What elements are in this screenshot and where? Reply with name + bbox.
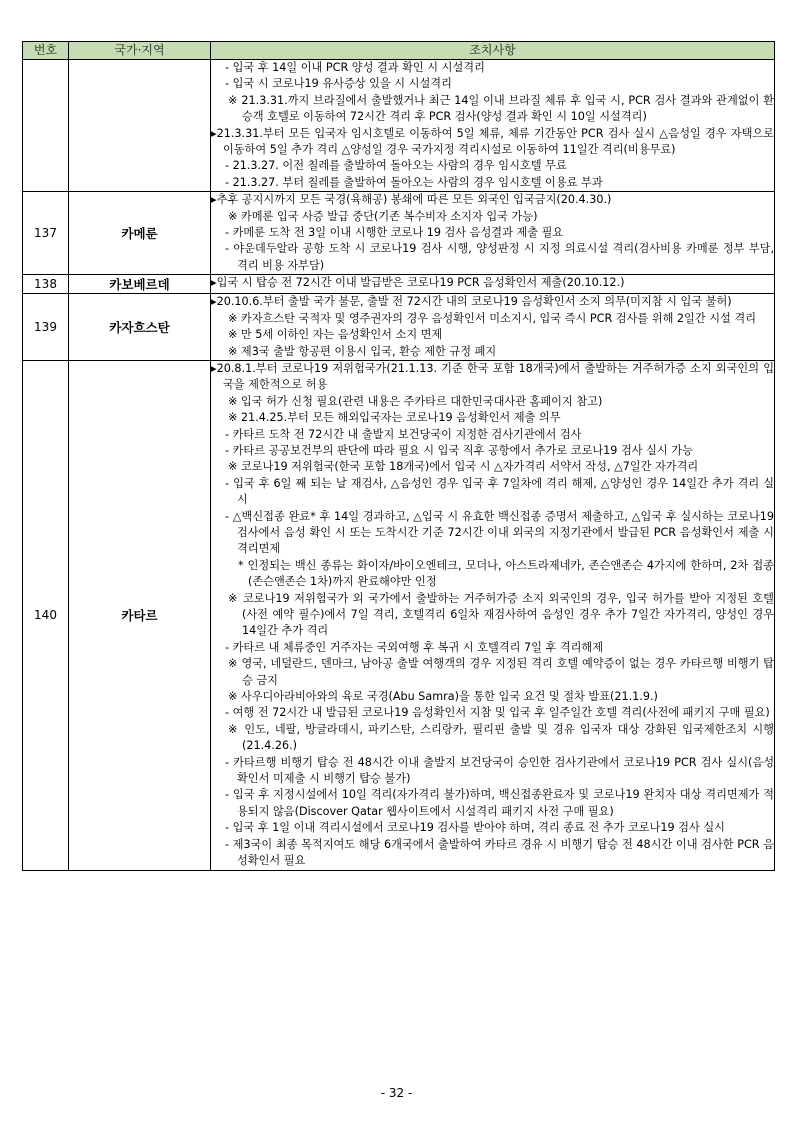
row-country: 카메룬: [69, 192, 211, 275]
measure-line: ※ 인도, 네팔, 방글라데시, 파키스탄, 스리랑카, 필리핀 출발 및 경유 입국자 대상 강화된 입국제한조치 시행(21.4.26.): [228, 722, 774, 753]
header-measures: 조치사항: [211, 42, 775, 60]
measure-line: ※ 카메룬 입국 사증 발급 중단(기존 복수비자 소지자 입국 가능): [228, 209, 538, 223]
row-number: [23, 60, 69, 192]
measure-line: ▸21.3.31.부터 모든 입국자 임시호텔로 이동하여 5일 체류, 체류 기간동안 PCR 검사 실시 △음성일 경우 자택으로 이동하여 5일 추가 격리 △양성일 경우 국가지정 격리시설로 이동하여 11일간 격리(비용무료): [211, 126, 774, 157]
measure-line: - 카타르행 비행기 탑승 전 48시간 이내 출발지 보건당국이 승인한 검사기관에서 코로나19 PCR 검사 실시(음성확인서 미제출 시 비행기 탑승 불가): [225, 755, 774, 786]
header-number: 번호: [23, 42, 69, 60]
measure-line: - 카타르 도착 전 72시간 내 출발지 보건당국이 지정한 검사기관에서 검사: [225, 427, 582, 441]
measure-line: - 카타르 공공보건부의 판단에 따라 필요 시 입국 직후 공항에서 추가로 코로나19 검사 실시 가능: [225, 443, 693, 457]
measure-line: - 제3국이 최종 목적지여도 해당 6개국에서 출발하여 카타르 경유 시 비행기 탑승 전 48시간 이내 검사한 PCR 음성확인서 필요: [225, 837, 774, 868]
row-number: 139: [23, 294, 69, 361]
measure-line: ※ 21.4.25.부터 모든 해외입국자는 코로나19 음성확인서 제출 의무: [228, 411, 561, 425]
measure-line: - 입국 후 지정시설에서 10일 격리(자가격리 불가)하며, 백신접종완료자 및 코로나19 완치자 대상 격리면제가 적용되지 않음(Discover Qatar 웹사이트에서 시설격리 패키지 사전 구매 필요): [225, 788, 774, 818]
measure-line: ※ 제3국 출발 항공편 이용시 입국, 환승 제한 규정 폐지: [228, 344, 497, 358]
page-number: - 32 -: [380, 1086, 413, 1100]
measure-line: - △백신접종 완료* 후 14일 경과하고, △입국 시 유효한 백신접종 증명서 제출하고, △입국 후 실시하는 코로나19 검사에서 음성 확인 시 또는 도착시간 기준 72시간 이내 외국의 지정기관에서 발급된 PCR 음성확인서 제출 시 격리면제: [225, 509, 774, 556]
measure-line: ▸추후 공지시까지 모든 국경(육해공) 봉쇄에 따른 모든 외국인 입국금지(20.4.30.): [211, 193, 612, 207]
table-row: [23, 294, 775, 361]
measure-line: * 인정되는 백신 종류는 화이자/바이오엔테크, 모더나, 아스트라제네카, 존슨앤존슨 4가지에 한하며, 2차 접종(존슨앤존슨 1차)까지 완료해야만 인정: [238, 558, 774, 589]
table-row: [23, 192, 775, 275]
row-country: [69, 60, 211, 192]
measure-line: - 21.3.27. 이전 칠레를 출발하여 돌아오는 사람의 경우 임시호텔 무료: [225, 159, 567, 173]
row-measures: [211, 294, 775, 361]
row-measures: [211, 275, 775, 294]
row-country: 카타르: [69, 360, 211, 870]
measure-line: - 야운데두알라 공항 도착 시 코로나19 검사 시행, 양성판정 시 지정 의료시설 격리(검사비용 카메룬 정부 부담, 격리 비용 자부담): [225, 242, 774, 272]
measure-line: - 여행 전 72시간 내 발급된 코로나19 음성확인서 지참 및 입국 후 일주일간 호텔 격리(사전에 패키지 구매 필요): [225, 706, 770, 720]
row-measures: [211, 192, 775, 275]
row-country: 카자흐스탄: [69, 294, 211, 361]
measure-line: ▸입국 시 탑승 전 72시간 이내 발급받은 코로나19 PCR 음성확인서 제출(20.10.12.): [211, 276, 625, 290]
measure-line: - 입국 시 코로나19 유사증상 있을 시 시설격리: [225, 77, 452, 91]
measure-line: ※ 영국, 네덜란드, 덴마크, 남아공 출발 여행객의 경우 지정된 격리 호텔 예약증이 없는 경우 카타르행 비행기 탑승 금지: [228, 657, 774, 687]
table-row: [23, 60, 775, 192]
measure-line: - 카메룬 도착 전 3일 이내 시행한 코로나 19 검사 음성결과 제출 필요: [225, 226, 564, 240]
measure-line: ▸20.8.1.부터 코로나19 저위험국가(21.1.13. 기준 한국 포함 18개국)에서 출발하는 거주허가증 소지 외국인의 입국을 제한적으로 허용: [211, 361, 774, 392]
measure-line: - 카타르 내 체류중인 거주자는 국외여행 후 복귀 시 호텔격리 7일 후 격리해제: [225, 640, 604, 654]
measures-table: [22, 41, 775, 871]
row-number: 137: [23, 192, 69, 275]
measure-line: ※ 21.3.31.까지 브라질에서 출발했거나 최근 14일 이내 브라질 체류 후 입국 시, PCR 검사 결과와 관계없이 환승객 호텔로 이동하여 72시간 격리 후 PCR 검사(양성 결과 확인 시 10일 시설격리): [228, 93, 774, 124]
measure-line: - 입국 후 1일 이내 격리시설에서 코로나19 검사를 받아야 하며, 격리 종료 전 추가 코로나19 검사 실시: [225, 821, 725, 835]
measure-line: - 입국 후 14일 이내 PCR 양성 결과 확인 시 시설격리: [225, 61, 485, 74]
row-measures: [211, 360, 775, 870]
row-number: 140: [23, 360, 69, 870]
measure-line: ▸20.10.6.부터 출발 국가 불문, 출발 전 72시간 내의 코로나19 음성확인서 소지 의무(미지참 시 입국 불허): [211, 295, 732, 309]
measure-line: - 21.3.27. 부터 칠레를 출발하여 돌아오는 사람의 경우 임시호텔 이용료 부과: [225, 175, 603, 189]
measure-line: ※ 코로나19 저위험국가 외 국가에서 출발하는 거주허가증 소지 외국인의 경우, 입국 허가를 받아 지정된 호텔(사전 예약 필수)에서 7일 격리, 호텔격리 6일차 재검사하여 음성인 경우 추가 7일간 자가격리, 양성인 경우 14일간 추가 격리: [228, 591, 774, 638]
row-measures: [211, 60, 775, 192]
measure-line: ※ 입국 허가 신청 필요(관련 내용은 주카타르 대한민국대사관 홈페이지 참고): [228, 394, 603, 408]
row-country: 카보베르데: [69, 275, 211, 294]
measure-line: ※ 코로나19 저위험국(한국 포함 18개국)에서 입국 시 △자가격리 서약서 작성, △7일간 자가격리: [228, 460, 699, 474]
table-body: [23, 60, 775, 871]
measure-line: ※ 만 5세 이하인 자는 음성확인서 소지 면제: [228, 328, 443, 342]
measure-line: - 입국 후 6일 째 되는 날 재검사, △음성인 경우 입국 후 7일차에 격리 해제, △양성인 경우 14일간 추가 격리 실시: [225, 476, 774, 507]
measure-line: ※ 카자흐스탄 국적자 및 영주권자의 경우 음성확인서 미소지시, 입국 즉시 PCR 검사를 위해 2일간 시설 격리: [228, 311, 757, 325]
table-header-row: [23, 42, 775, 60]
row-number: 138: [23, 275, 69, 294]
header-country: 국가·지역: [69, 42, 211, 60]
table-row: [23, 275, 775, 294]
measure-line: ※ 사우디아라비아와의 육로 국경(Abu Samra)을 통한 입국 요건 및 절차 발표(21.1.9.): [228, 690, 658, 704]
table-row: [23, 360, 775, 870]
